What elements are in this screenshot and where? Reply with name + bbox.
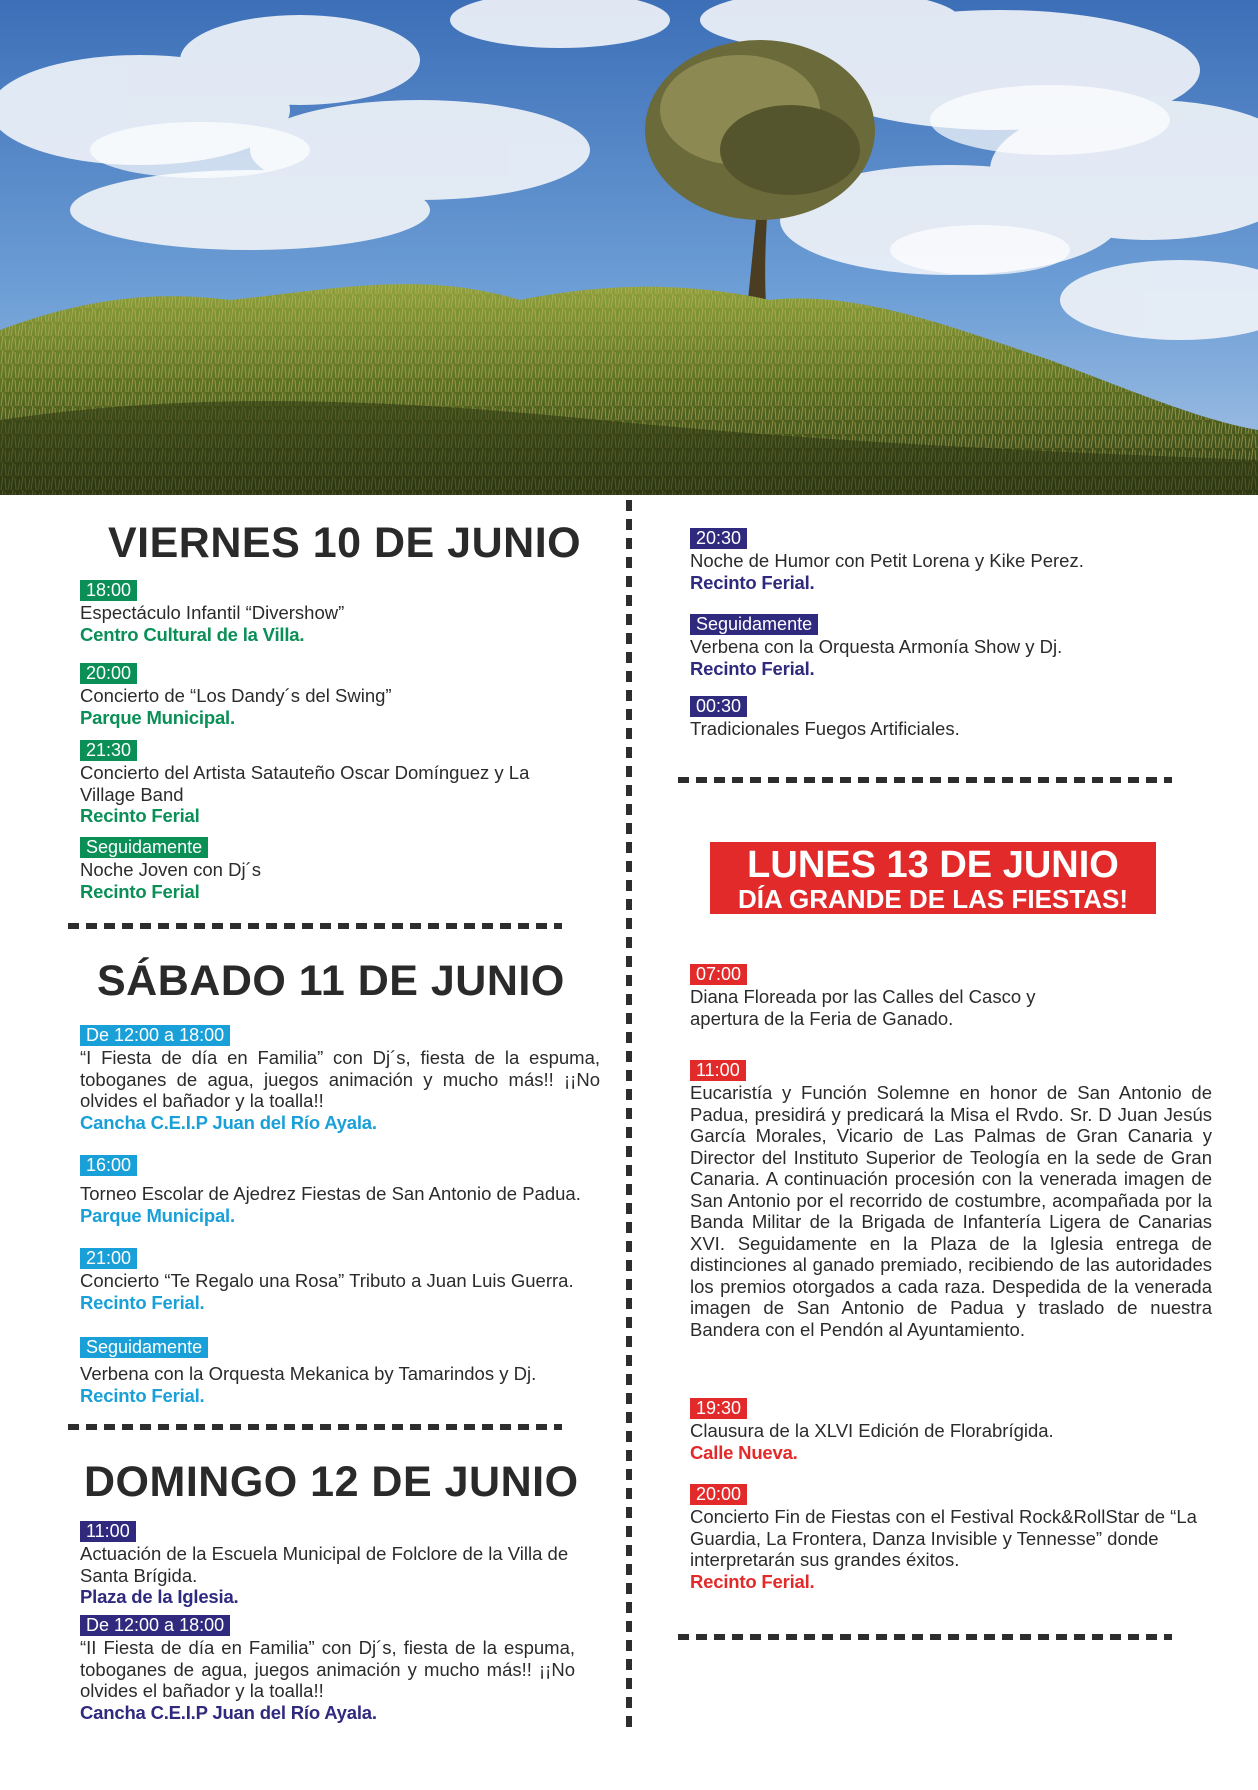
event-venue: Recinto Ferial. [80,1384,205,1406]
monday-event-3 [690,1397,1210,1463]
event-venue: Recinto Ferial [80,880,200,902]
sunday-event-1 [80,1520,600,1608]
event-description: Noche de Humor con Petit Lorena y Kike Perez. [690,550,1084,571]
event-venue: Cancha C.E.I.P Juan del Río Ayala. [80,1701,377,1723]
friday-event-4 [80,836,600,902]
saturday-event-4 [80,1336,600,1406]
event-description: Espectáculo Infantil “Divershow” [80,602,345,623]
event-time-badge: 20:30 [690,528,747,549]
event-time-badge: 21:00 [80,1248,137,1269]
event-description: Concierto “Te Regalo una Rosa” Tributo a Juan Luis Guerra. [80,1270,574,1291]
event-venue: Recinto Ferial. [690,571,815,593]
sunday-event-4 [690,613,1210,679]
event-time-badge: 21:30 [80,740,137,761]
event-time-badge: Seguidamente [80,837,208,858]
friday-event-3 [80,739,550,827]
event-venue: Cancha C.E.I.P Juan del Río Ayala. [80,1111,377,1133]
event-time-badge: 18:00 [80,580,137,601]
hero-landscape-photo [0,0,1258,495]
event-description: Eucaristía y Función Solemne en honor de San Antonio de Padua, presidirá y predicará la Misa el Rvdo. Sr. D Juan Jesús García Morales, Vicario de Las Palmas de Gran Canaria y Director del Instituto Superior de Teología en la sede de Gran Canaria. A continuación procesión con la venerada imagen de San Antonio por el recorrido de costumbre, acompañada por la Banda Militar de la Brigada de Infantería Ligera de Canarias XVI. Seguidamente en la Plaza de la Iglesia entrega de distinciones al ganado premiado, recibiendo de las autoridades los premios otorgados a cada raza. Despedida de la venerada imagen de San Antonio de Padua y traslado de nuestra Bandera con el Pendón al Ayuntamiento. [690,1082,1212,1340]
event-time-badge: De 12:00 a 18:00 [80,1615,230,1636]
event-venue: Plaza de la Iglesia. [80,1586,239,1607]
event-description: Verbena con la Orquesta Mekanica by Tamarindos y Dj. [80,1363,537,1384]
friday-event-1 [80,579,600,645]
event-venue: Parque Municipal. [80,1204,235,1226]
event-description: “I Fiesta de día en Familia” con Dj´s, fiesta de la espuma, toboganes de agua, juegos animación y mucho más!! ¡¡No olvides el bañador y la toalla!! [80,1047,600,1111]
event-time-badge: 16:00 [80,1155,137,1176]
event-time-badge: Seguidamente [690,614,818,635]
event-time-badge: 19:30 [690,1398,747,1419]
sunday-event-2 [80,1614,575,1723]
sunday-title: DOMINGO 12 DE JUNIO [84,1458,579,1506]
monday-event-2 [690,1059,1212,1340]
event-description: Concierto del Artista Satauteño Oscar Domínguez y La Village Band [80,762,530,805]
event-venue: Recinto Ferial [80,805,200,826]
saturday-event-3 [80,1247,600,1313]
divider-sunday [678,777,1172,783]
event-description: Concierto de “Los Dandy´s del Swing” [80,685,392,706]
event-time-badge: 00:30 [690,696,747,717]
event-description: Verbena con la Orquesta Armonía Show y Dj. [690,636,1063,657]
event-description: Actuación de la Escuela Municipal de Folclore de la Villa de Santa Brígida. [80,1543,569,1586]
event-time-badge: 11:00 [80,1521,136,1542]
event-venue: Centro Cultural de la Villa. [80,623,305,645]
divider-saturday [68,1424,562,1430]
friday-title: VIERNES 10 DE JUNIO [108,519,582,567]
saturday-title: SÁBADO 11 DE JUNIO [97,957,565,1005]
event-description: Torneo Escolar de Ajedrez Fiestas de San Antonio de Padua. [80,1183,581,1204]
event-time-badge: De 12:00 a 18:00 [80,1025,230,1046]
event-description: Clausura de la XLVI Edición de Florabrígida. [690,1420,1054,1441]
event-description: Noche Joven con Dj´s [80,859,261,880]
saturday-event-2 [80,1154,600,1226]
event-time-badge: 11:00 [690,1060,746,1081]
saturday-event-1 [80,1024,600,1133]
event-description: “II Fiesta de día en Familia” con Dj´s, fiesta de la espuma, toboganes de agua, juegos animación y mucho más!! ¡¡No olvides el bañador y la toalla!! [80,1637,575,1701]
event-venue: Recinto Ferial. [690,1570,815,1592]
monday-title-box [710,842,1156,914]
monday-event-4 [690,1483,1212,1592]
event-description: Concierto Fin de Fiestas con el Festival Rock&RollStar de “La Guardia, La Frontera, Danza Invisible y Tennesse” donde interpretarán sus grandes éxitos. [690,1506,1197,1570]
sunday-event-5 [690,695,1210,740]
monday-event-1 [690,963,1070,1029]
event-description: Diana Floreada por las Calles del Casco y apertura de la Feria de Ganado. [690,986,1036,1029]
event-venue: Calle Nueva. [690,1441,798,1463]
event-venue: Parque Municipal. [80,706,235,728]
event-time-badge: Seguidamente [80,1337,208,1358]
center-divider [626,500,632,1735]
friday-event-2 [80,662,600,728]
event-description: Tradicionales Fuegos Artificiales. [690,718,960,739]
event-time-badge: 20:00 [690,1484,747,1505]
event-venue: Recinto Ferial. [690,657,815,679]
monday-subtitle: DÍA GRANDE DE LAS FIESTAS! [737,884,1128,914]
divider-friday [68,923,562,929]
event-time-badge: 07:00 [690,964,747,985]
event-time-badge: 20:00 [80,663,137,684]
monday-title: LUNES 13 DE JUNIO [747,844,1119,886]
event-venue: Recinto Ferial. [80,1291,205,1313]
divider-monday [678,1634,1172,1640]
sunday-event-3 [690,527,1210,593]
